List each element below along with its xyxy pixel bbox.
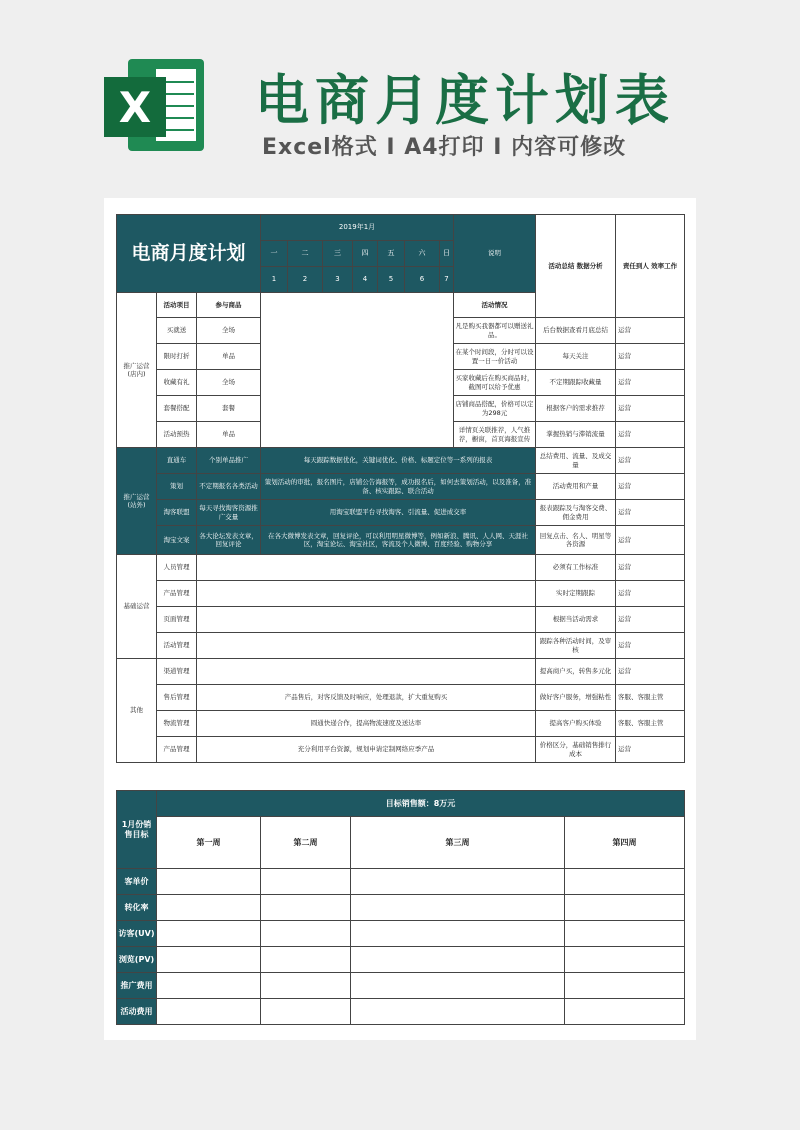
activity-status: 买家收藏后在购买商品时，截图可以给予优惠 bbox=[454, 370, 536, 396]
activity-item: 限时打折 bbox=[157, 344, 197, 370]
metric-label: 活动费用 bbox=[117, 999, 157, 1025]
activity-owner: 运营 bbox=[616, 659, 685, 685]
weekday-cell: 五 bbox=[378, 241, 405, 267]
metric-cell[interactable] bbox=[261, 999, 351, 1025]
activity-owner: 运营 bbox=[616, 581, 685, 607]
metric-cell[interactable] bbox=[565, 895, 685, 921]
activity-status: 详情页关联推荐，人气推荐，橱窗，首页海报宣传 bbox=[454, 422, 536, 448]
activity-owner: 运营 bbox=[616, 526, 685, 555]
activity-item: 淘宝文案 bbox=[157, 526, 197, 555]
activity-owner: 运营 bbox=[616, 370, 685, 396]
weekday-cell: 三 bbox=[323, 241, 353, 267]
weekday-cell: 日 bbox=[440, 241, 454, 267]
activity-goods: 单品 bbox=[197, 344, 261, 370]
activity-owner: 运营 bbox=[616, 448, 685, 474]
metric-cell[interactable] bbox=[261, 921, 351, 947]
page-title: 电商月度计划表 bbox=[255, 69, 675, 132]
metric-cell[interactable] bbox=[351, 999, 565, 1025]
col-desc-header: 说明 bbox=[454, 215, 536, 293]
activity-item: 产品管理 bbox=[157, 737, 197, 763]
activity-owner: 运营 bbox=[616, 422, 685, 448]
metric-cell[interactable] bbox=[261, 973, 351, 999]
activity-summary: 总结费用、流量、及成交量 bbox=[536, 448, 616, 474]
metric-cell[interactable] bbox=[565, 921, 685, 947]
date-cell: 1 bbox=[261, 267, 288, 293]
activity-item: 产品管理 bbox=[157, 581, 197, 607]
blank-cell bbox=[197, 555, 536, 581]
activity-item: 人员管理 bbox=[157, 555, 197, 581]
activity-desc: 每天跟踪数据优化，关键词优化、价格、标题定位等一系列的报表 bbox=[261, 448, 536, 474]
activity-goods: 每天寻找淘客资源推广交量 bbox=[197, 500, 261, 526]
activity-owner: 运营 bbox=[616, 344, 685, 370]
activity-summary: 后台数据查看月底总结 bbox=[536, 318, 616, 344]
metric-cell[interactable] bbox=[157, 921, 261, 947]
activity-status: 店铺商品搭配，价格可以定为298元 bbox=[454, 396, 536, 422]
weekday-cell: 二 bbox=[288, 241, 323, 267]
activity-summary: 活动费用和产量 bbox=[536, 474, 616, 500]
activity-summary: 不定期跟踪收藏量 bbox=[536, 370, 616, 396]
metric-cell[interactable] bbox=[261, 869, 351, 895]
metric-label: 转化率 bbox=[117, 895, 157, 921]
sheet-title: 电商月度计划 bbox=[117, 215, 261, 293]
activity-item: 策划 bbox=[157, 474, 197, 500]
metric-cell[interactable] bbox=[157, 999, 261, 1025]
sales-target-table bbox=[116, 790, 685, 1025]
metric-cell[interactable] bbox=[157, 895, 261, 921]
sales-row-label: 1月份销售目标 bbox=[117, 791, 157, 869]
activity-item: 淘客联盟 bbox=[157, 500, 197, 526]
col-summary-header: 活动总结 数据分析 bbox=[536, 215, 616, 318]
activity-owner: 客服、客服主管 bbox=[616, 711, 685, 737]
section-label-promo-outside: 推广运营 (站外) bbox=[117, 448, 157, 555]
activity-item: 直通车 bbox=[157, 448, 197, 474]
date-cell: 4 bbox=[353, 267, 378, 293]
activity-summary: 回复点击、名人、明星等各资源 bbox=[536, 526, 616, 555]
calendar-blank-area bbox=[261, 293, 454, 448]
weekday-cell: 一 bbox=[261, 241, 288, 267]
activity-summary: 每天关注 bbox=[536, 344, 616, 370]
activity-item: 买就送 bbox=[157, 318, 197, 344]
sales-target: 目标销售额：8万元 bbox=[157, 791, 685, 817]
activity-owner: 运营 bbox=[616, 318, 685, 344]
date-cell: 6 bbox=[405, 267, 440, 293]
activity-summary: 必须有工作标准 bbox=[536, 555, 616, 581]
activity-desc: 充分利用平台资源，规划申请定制网络应季产品 bbox=[197, 737, 536, 763]
week-header: 第二周 bbox=[261, 817, 351, 869]
section-label-other: 其他 bbox=[117, 659, 157, 763]
activity-item: 渠道管理 bbox=[157, 659, 197, 685]
activity-owner: 运营 bbox=[616, 555, 685, 581]
blank-cell bbox=[197, 607, 536, 633]
activity-desc: 用淘宝联盟平台寻找淘客、引流量、促进成交率 bbox=[261, 500, 536, 526]
head-goods: 参与商品 bbox=[197, 293, 261, 318]
activity-summary: 根据当活动需求 bbox=[536, 607, 616, 633]
week-header: 第一周 bbox=[157, 817, 261, 869]
metric-label: 客单价 bbox=[117, 869, 157, 895]
activity-item: 售后管理 bbox=[157, 685, 197, 711]
metric-label: 浏览(PV) bbox=[117, 947, 157, 973]
activity-desc: 在各大微博发表文章，回复评论，可以利用明星微博等，例如新浪、腾讯、人人网、天涯社区，淘宝论坛、淘宝社区，客流及个人微博、百度经验、购物分享 bbox=[261, 526, 536, 555]
activity-goods: 全场 bbox=[197, 318, 261, 344]
metric-cell[interactable] bbox=[565, 999, 685, 1025]
metric-cell[interactable] bbox=[565, 947, 685, 973]
activity-owner: 运营 bbox=[616, 607, 685, 633]
activity-summary: 实时定期跟踪 bbox=[536, 581, 616, 607]
section-label-promo-inside: 推广运营 (店内) bbox=[117, 293, 157, 448]
week-header: 第三周 bbox=[351, 817, 565, 869]
metric-cell[interactable] bbox=[351, 869, 565, 895]
activity-owner: 客服、客服主管 bbox=[616, 685, 685, 711]
activity-desc bbox=[197, 659, 536, 685]
metric-cell[interactable] bbox=[565, 869, 685, 895]
blank-cell bbox=[197, 633, 536, 659]
metric-cell[interactable] bbox=[157, 869, 261, 895]
metric-cell[interactable] bbox=[157, 947, 261, 973]
metric-cell[interactable] bbox=[351, 921, 565, 947]
monthly-plan-table bbox=[116, 214, 685, 763]
page-subtitle: Excel格式 I A4打印 I 内容可修改 bbox=[262, 135, 627, 160]
activity-goods: 套餐 bbox=[197, 396, 261, 422]
spreadsheet-page bbox=[104, 198, 696, 1040]
activity-owner: 运营 bbox=[616, 474, 685, 500]
activity-item: 页面管理 bbox=[157, 607, 197, 633]
date-cell: 7 bbox=[440, 267, 454, 293]
logo-letter: X bbox=[104, 77, 166, 137]
metric-cell[interactable] bbox=[351, 947, 565, 973]
activity-goods: 个别单品推广 bbox=[197, 448, 261, 474]
activity-status: 凡是购买我器都可以赠送礼品。 bbox=[454, 318, 536, 344]
activity-item: 活动管理 bbox=[157, 633, 197, 659]
activity-summary: 跟踪各种活动时间，及审核 bbox=[536, 633, 616, 659]
metric-cell[interactable] bbox=[351, 895, 565, 921]
date-cell: 3 bbox=[323, 267, 353, 293]
metric-label: 访客(UV) bbox=[117, 921, 157, 947]
activity-item: 活动预热 bbox=[157, 422, 197, 448]
activity-owner: 运营 bbox=[616, 737, 685, 763]
metric-cell[interactable] bbox=[261, 895, 351, 921]
excel-logo-icon bbox=[100, 55, 210, 155]
activity-item: 物流管理 bbox=[157, 711, 197, 737]
metric-cell[interactable] bbox=[261, 947, 351, 973]
head-item: 活动项目 bbox=[157, 293, 197, 318]
activity-desc: 产品售后，对客反馈及时响应，处理退款，扩大重复购买 bbox=[197, 685, 536, 711]
metric-cell[interactable] bbox=[565, 973, 685, 999]
activity-goods: 全场 bbox=[197, 370, 261, 396]
activity-status: 在某个时间段，分时可以设置一日一价活动 bbox=[454, 344, 536, 370]
activity-goods: 单品 bbox=[197, 422, 261, 448]
metric-cell[interactable] bbox=[157, 973, 261, 999]
week-header: 第四周 bbox=[565, 817, 685, 869]
activity-summary: 根据客户的需求推荐 bbox=[536, 396, 616, 422]
activity-item: 收藏有礼 bbox=[157, 370, 197, 396]
blank-cell bbox=[197, 581, 536, 607]
weekday-cell: 四 bbox=[353, 241, 378, 267]
metric-label: 推广费用 bbox=[117, 973, 157, 999]
activity-owner: 运营 bbox=[616, 633, 685, 659]
month-label: 2019年1月 bbox=[261, 215, 454, 241]
activity-summary: 掌握热销与滞销流量 bbox=[536, 422, 616, 448]
activity-desc: 圆通快递合作，提高物流速度及送达率 bbox=[197, 711, 536, 737]
metric-cell[interactable] bbox=[351, 973, 565, 999]
activity-summary: 报表跟踪及与淘客交费、佣金费用 bbox=[536, 500, 616, 526]
activity-summary: 价格区分，基础销售排行成本 bbox=[536, 737, 616, 763]
activity-summary: 提高商户买，转售多元化 bbox=[536, 659, 616, 685]
head-status: 活动情况 bbox=[454, 293, 536, 318]
activity-summary: 提高客户购买体验 bbox=[536, 711, 616, 737]
activity-summary: 做好客户服务，增强粘性 bbox=[536, 685, 616, 711]
activity-goods: 不定期报名各类活动 bbox=[197, 474, 261, 500]
col-owner-header: 责任到人 效率工作 bbox=[616, 215, 685, 318]
activity-item: 套餐搭配 bbox=[157, 396, 197, 422]
date-cell: 2 bbox=[288, 267, 323, 293]
date-cell: 5 bbox=[378, 267, 405, 293]
activity-desc: 策划活动的审批，报名图片，店铺公告海报等，成功报名后，如何去策划活动，以及准备，准备、核实跟踪、联合活动 bbox=[261, 474, 536, 500]
activity-owner: 运营 bbox=[616, 500, 685, 526]
weekday-cell: 六 bbox=[405, 241, 440, 267]
activity-goods: 各大论坛发表文章，回复评论 bbox=[197, 526, 261, 555]
section-label-basic-ops: 基础运营 bbox=[117, 555, 157, 659]
activity-owner: 运营 bbox=[616, 396, 685, 422]
